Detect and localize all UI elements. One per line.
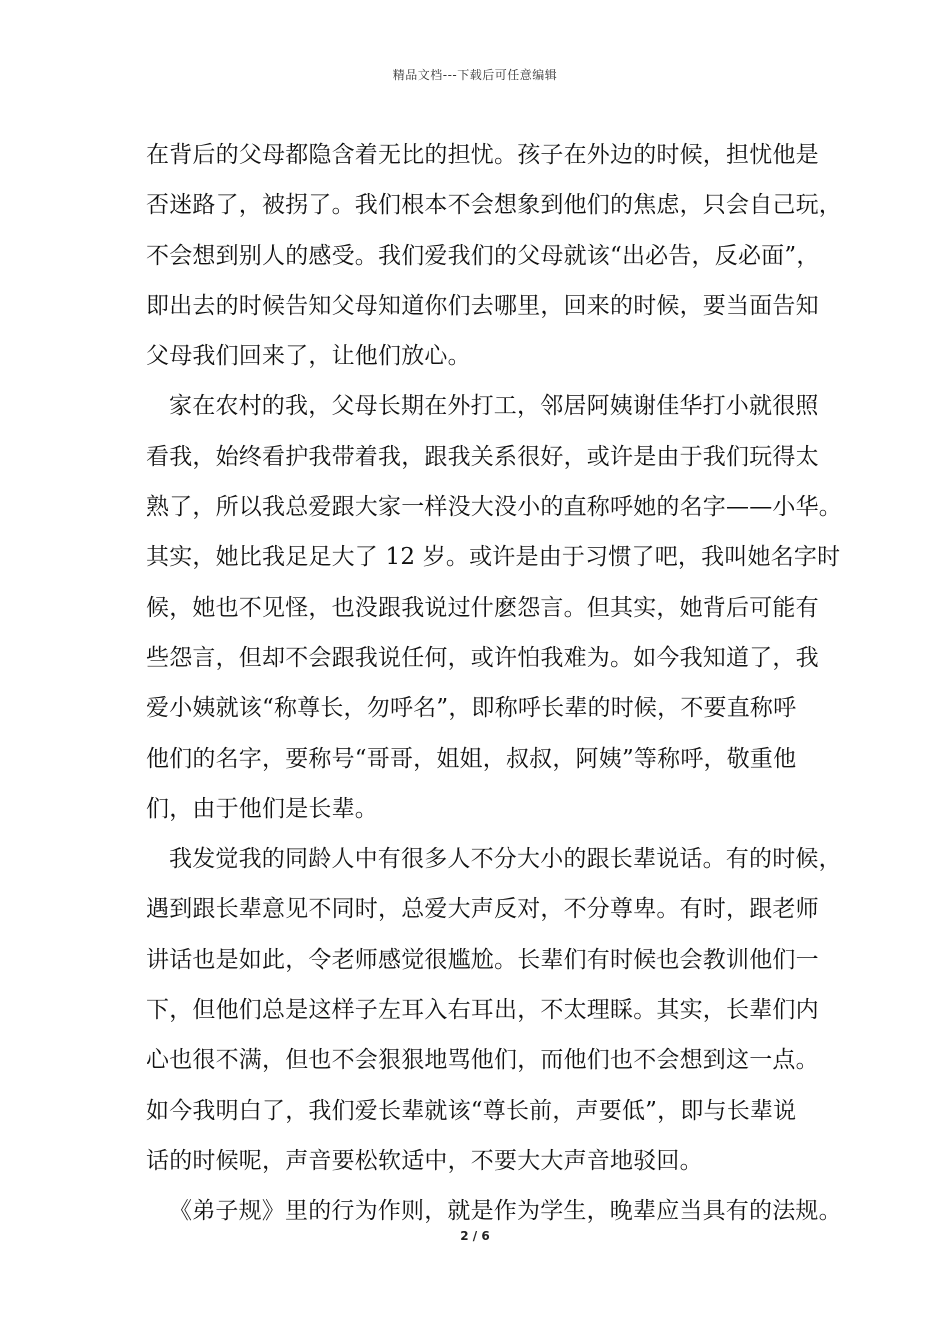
- text-line: 熟了，所以我总爱跟大家一样没大没小的直称呼她的名字——小华。: [146, 494, 842, 521]
- text-line: 些怨言，但却不会跟我说任何，或许怕我难为。如今我知道了，我: [146, 644, 819, 671]
- text-line: 其实，她比我足足大了 12 岁。或许是由于习惯了吧，我叫她名字时: [146, 544, 841, 571]
- text-line: 父母我们回来了，让他们放心。: [146, 343, 471, 370]
- paragraph-start-line: 我发觉我的同龄人中有很多人不分大小的跟长辈说话。有的时候，: [169, 846, 842, 873]
- text-line: 讲话也是如此，令老师感觉很尴尬。长辈们有时候也会教训他们一: [146, 946, 819, 973]
- page-number: 2 / 6: [460, 1229, 490, 1243]
- text-line: 否迷路了，被拐了。我们根本不会想象到他们的焦虑，只会自己玩，: [146, 192, 842, 219]
- paragraph-start-line: 家在农村的我，父母长期在外打工，邻居阿姨谢佳华打小就很照: [169, 393, 819, 420]
- text-line: 遇到跟长辈意见不同时，总爱大声反对，不分尊卑。有时，跟老师: [146, 896, 819, 923]
- text-line: 不会想到别人的感受。我们爱我们的父母就该“出必告，反必面”，: [146, 242, 820, 269]
- text-line: 他们的名字，要称号“哥哥，姐姐，叔叔，阿姨”等称呼，敬重他: [146, 745, 797, 772]
- text-line: 们，由于他们是长辈。: [146, 795, 378, 822]
- text-line: 心也很不满，但也不会狠狠地骂他们，而他们也不会想到这一点。: [146, 1047, 819, 1074]
- text-line: 下，但他们总是这样子左耳入右耳出，不太理睬。其实，长辈们内: [146, 997, 819, 1024]
- paragraph-start-line: 《弟子规》里的行为作则，就是作为学生，晚辈应当具有的法规。: [169, 1198, 842, 1225]
- page-header: 精品文档---下载后可任意编辑: [392, 68, 558, 82]
- text-line: 即出去的时候告知父母知道你们去哪里，回来的时候，要当面告知: [146, 292, 819, 319]
- text-line: 话的时候呢，声音要松软适中，不要大大声音地驳回。: [146, 1147, 703, 1174]
- text-line: 爱小姨就该“称尊长，勿呼名”，即称呼长辈的时候，不要直称呼: [146, 695, 797, 722]
- document-body: [146, 130, 842, 1237]
- text-line: 看我，始终看护我带着我，跟我关系很好，或许是由于我们玩得太: [146, 443, 819, 470]
- text-line: 在背后的父母都隐含着无比的担忧。孩子在外边的时候，担忧他是: [146, 142, 819, 168]
- text-line: 候，她也不见怪，也没跟我说过什麽怨言。但其实，她背后可能有: [146, 594, 819, 621]
- text-line: 如今我明白了，我们爱长辈就该“尊长前，声要低”，即与长辈说: [146, 1097, 797, 1124]
